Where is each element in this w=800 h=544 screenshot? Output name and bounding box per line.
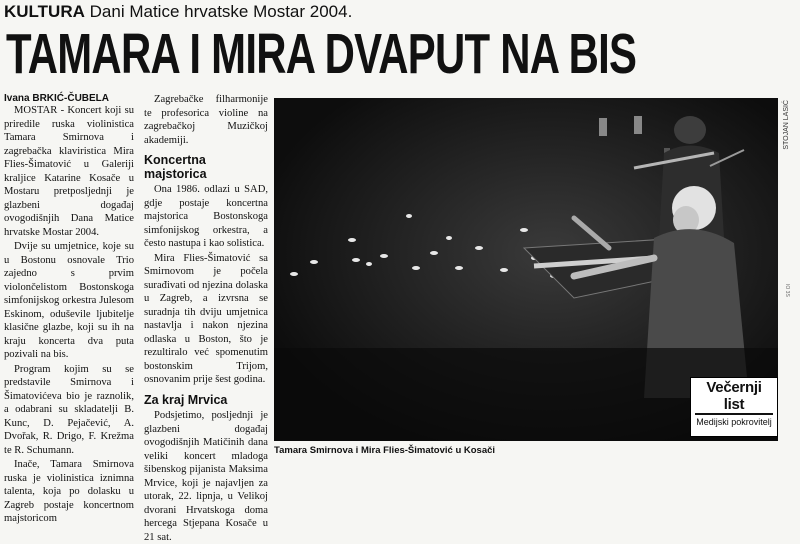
side-tag: IO 3S	[784, 284, 790, 297]
paragraph: Inače, Tamara Smirnova ruska je violinistica iznimna talenta, koja po dolasku u Zagreb postaje koncertnom majstoricom	[4, 459, 134, 524]
subheading: Koncertna majstorica	[144, 153, 207, 181]
subheading: Za kraj Mrvica	[144, 392, 228, 407]
paragraph: Zagrebačke filharmonije te profesorica violine na zagrebačkoj Muzičkoj akademiji.	[144, 94, 268, 146]
kicker-rest: Dani Matice hrvatske Mostar 2004.	[89, 2, 353, 21]
section-kicker	[4, 2, 352, 22]
photo-caption: Tamara Smirnova i Mira Flies-Šimatović u Kosači	[274, 445, 496, 456]
vecernji-list-logo	[690, 377, 778, 437]
headline: TAMARA I MIRA DVAPUT NA BIS	[6, 22, 637, 86]
paragraph: Ona 1986. odlazi u SAD, gdje postaje koncertna majstorica Bostonskoga simfonijskog orkestra, a često nastupa i kao solistica.	[144, 184, 268, 249]
kicker-section: KULTURA	[4, 2, 85, 21]
logo-tagline: Medijski pokrovitelj	[696, 417, 772, 427]
text-column-2	[144, 93, 268, 544]
byline: Ivana BRKIĆ-ČUBELA	[4, 93, 110, 104]
logo-divider	[695, 413, 773, 415]
paragraph: MOSTAR - Koncert koji su priredile ruska violinistica Tamara Smirnova i zagrebačka klaviristica Mira Flies-Šimatović u Galeriji kraljice Katarine Kosače u Mostaru pretposljednji je glazbeni događaj ovogodišnjih Dana Matice hrvatske Mostar 2004.	[4, 105, 134, 238]
paragraph: Podsjetimo, posljednji je glazbeni događaj ovogodišnjih Matičinih dana veliki koncert mladoga šibenskog pijanista Maksima Mrvice, koji je najavljen za utorak, 22. lipnja, u Velikoj dvorani Hrvatskoga doma hercega Stjepana Kosače u 21 sat.	[144, 410, 268, 543]
paragraph: Mira Flies-Šimatović sa Smirnovom je počela surađivati od njezina dolaska u Zagreb, a izvrsna se suradnja tih dviju umjetnica nastavlja i nakon njezina odlaska u Boston, što je rezultiralo već spomenutim bostonskim Trijom, osnovanim prije šest godina.	[144, 252, 268, 385]
logo-name-line2: list	[723, 396, 745, 413]
logo-name-line1: Večernji	[706, 379, 762, 396]
paragraph: Dvije su umjetnice, koje su u Bostonu osnovale Trio zajedno s prvim violončelistom Bostonskoga simfonijskog orkestra Julesom Eskinom, oduševile ljubitelje klasične glazbe, koji su ih na kraju koncerta dva puta pozivali na bis.	[4, 241, 134, 360]
text-column-1	[4, 104, 134, 526]
photo-credit: STOJAN LASIĆ	[783, 100, 790, 150]
paragraph: Program kojim su se predstavile Smirnova i Šimatovićeva bio je raznolik, a odabrani su skladatelji B. Kunc, D. Pejačević, A. Dvořak, R. Drigo, F. Krežma te R. Schumann.	[4, 363, 134, 456]
